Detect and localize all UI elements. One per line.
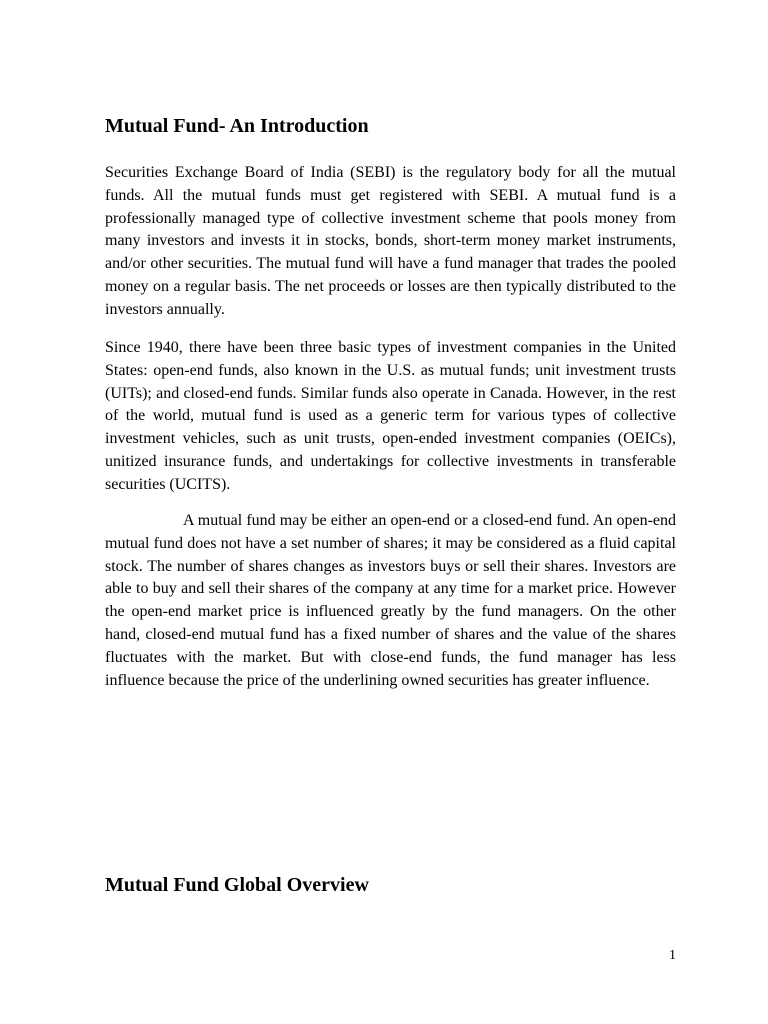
paragraph-history: Since 1940, there have been three basic types of investment companies in the United States: open-end funds, also known in the U.S. as mutual funds; unit investment trusts (UITs); and closed-end funds. Similar funds also operate in Canada. However, in the rest of the world, mutual fund is used as a generic term for various types of collective investment vehicles, such as unit trusts, open-ended investment companies (OEICs), unitized insurance funds, and undertakings for collective investments in transferable securities (UCITS). [105, 339, 676, 493]
paragraph-sebi: Securities Exchange Board of India (SEBI) is the regulatory body for all the mutual funds. All the mutual funds must get registered with SEBI. A mutual fund is a professionally managed type of collective investment scheme that pools money from many investors and invests it in stocks, bonds, short-term money market instruments, and/or other securities. The mutual fund will have a fund manager that trades the pooled money on a regular basis. The net proceeds or losses are then typically distributed to the investors annually. [105, 164, 676, 318]
section-heading-global-overview: Mutual Fund Global Overview [105, 874, 369, 896]
section-heading-introduction: Mutual Fund- An Introduction [105, 115, 369, 137]
page-number: 1 [669, 948, 676, 963]
paragraph-open-closed-end: A mutual fund may be either an open-end or a closed-end fund. An open-end mutual fund does not have a set number of shares; it may be considered as a fluid capital stock. The number of shares changes as investors buys or sell their shares. Investors are able to buy and sell their shares of the company at any time for a market price. However the open-end market price is influenced greatly by the fund managers. On the other hand, closed-end mutual fund has a fixed number of shares and the value of the shares fluctuates with the market. But with close-end funds, the fund manager has less influence because the price of the underlining owned securities has greater influence. [105, 512, 676, 689]
